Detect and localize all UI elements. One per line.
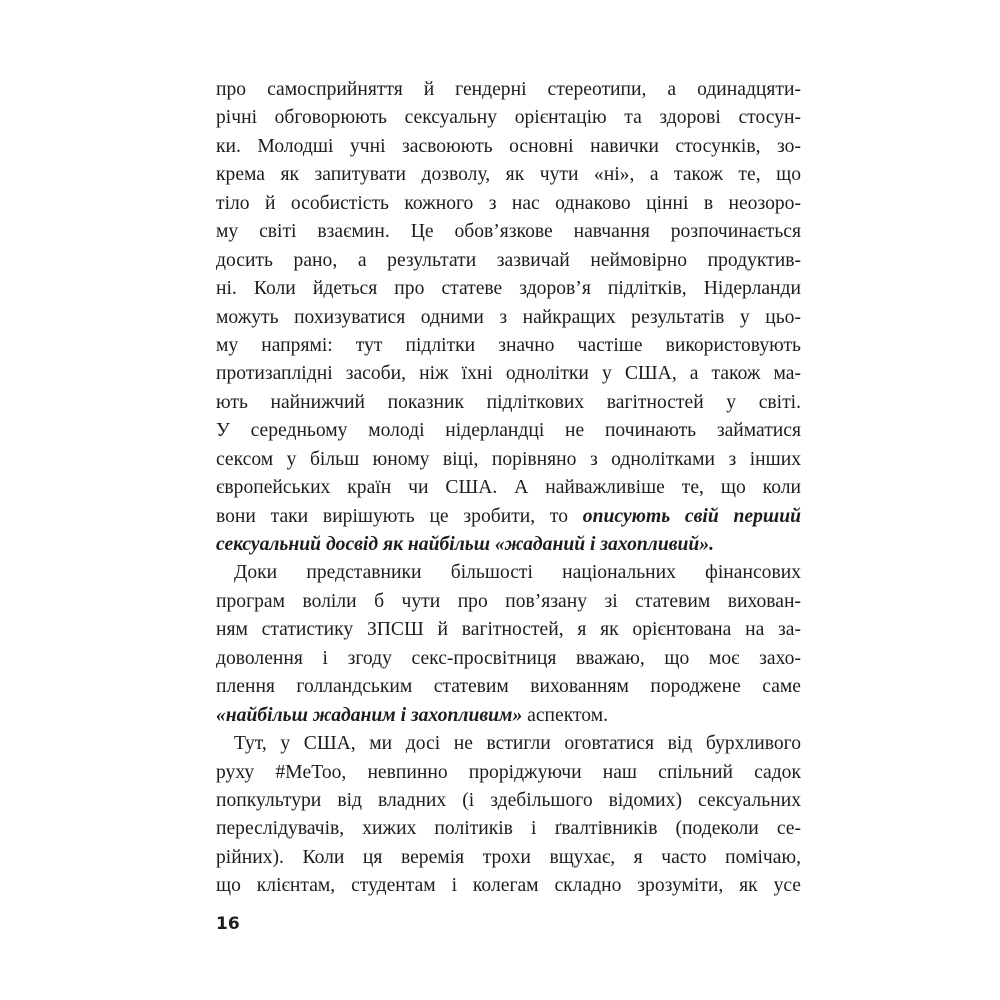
text-line (216, 503, 801, 531)
paragraph-2 (216, 559, 801, 730)
text-line: рійних). Коли ця веремія трохи вщухає, я часто помічаю, (216, 846, 801, 868)
text-line: переслідувачів, хижих політиків і ґвалтівників (подеколи се- (216, 818, 801, 840)
text-line: річні обговорюють сексуальну орієнтацію та здорові стосун- (216, 107, 801, 129)
text-line: плення голландським статевим вихованням породжене саме (216, 676, 801, 698)
text-line: європейських країн чи США. А найважливіше те, що коли (216, 477, 801, 499)
text-line: доволення і згоду секс-просвітниця вважаю, що моє захо- (216, 647, 801, 669)
emphasized-text: сексуальний досвід як найбільш «жаданий і захопливий». (216, 534, 714, 555)
text-line: Тут, у США, ми досі не встигли оговтатися від бурхливого (234, 733, 801, 755)
text-line: му світі взаємин. Це обов’язкове навчання розпочинається (216, 221, 801, 243)
text-line: можуть похизуватися одними з найкращих результатів у цьо- (216, 306, 801, 328)
plain-text: аспектом. (522, 704, 609, 726)
text-line: що клієнтам, студентам і колегам складно зрозуміти, як усе (216, 875, 801, 897)
text-line: ні. Коли йдеться про статеве здоров’я підлітків, Нідерланди (216, 278, 801, 300)
emphasized-text: описують свій перший (582, 505, 801, 527)
text-line: ням статистику ЗПСШ й вагітностей, я як орієнтована на за- (216, 619, 801, 641)
text-line: У середньому молоді нідерландці не починають займатися (216, 420, 801, 442)
text-line: попкультури від владних (і здебільшого відомих) сексуальних (216, 789, 801, 811)
text-line: протизаплідні засоби, ніж їхні однолітки у США, а також ма- (216, 363, 801, 385)
text-line: про самосприйняття й гендерні стереотипи, а одинадцяти- (216, 79, 801, 100)
text-line: ки. Молодші учні засвоюють основні навички стосунків, зо- (216, 135, 801, 157)
text-line (216, 531, 801, 559)
book-page-text (216, 76, 801, 901)
text-line: Доки представники більшості національних фінансових (234, 562, 801, 584)
text-line: сексом у більш юному віці, порівняно з однолітками з інших (216, 448, 801, 470)
text-line (216, 702, 801, 730)
paragraph-3 (216, 730, 801, 901)
text-line: програм воліли б чути про пов’язану зі статевим вихован- (216, 590, 801, 612)
text-line: му напрямі: тут підлітки значно частіше використовують (216, 334, 801, 356)
text-line: тіло й особистість кожного з нас однаково цінні в неозоро- (216, 192, 801, 214)
text-line: ють найнижчий показник підліткових вагітностей у світі. (216, 391, 801, 413)
text-line: руху #MeToo, невпинно проріджуючи наш спільний садок (216, 761, 801, 783)
text-line: крема як запитувати дозволу, як чути «ні», а також те, що (216, 164, 801, 186)
emphasized-text: «найбільш жаданим і захопливим» (216, 704, 523, 726)
paragraph-1 (216, 76, 801, 559)
text-line: досить рано, а результати зазвичай неймовірно продуктив- (216, 249, 801, 271)
plain-text: вони таки вирішують це зробити, то (216, 505, 583, 527)
page-number: 16 (216, 914, 240, 934)
